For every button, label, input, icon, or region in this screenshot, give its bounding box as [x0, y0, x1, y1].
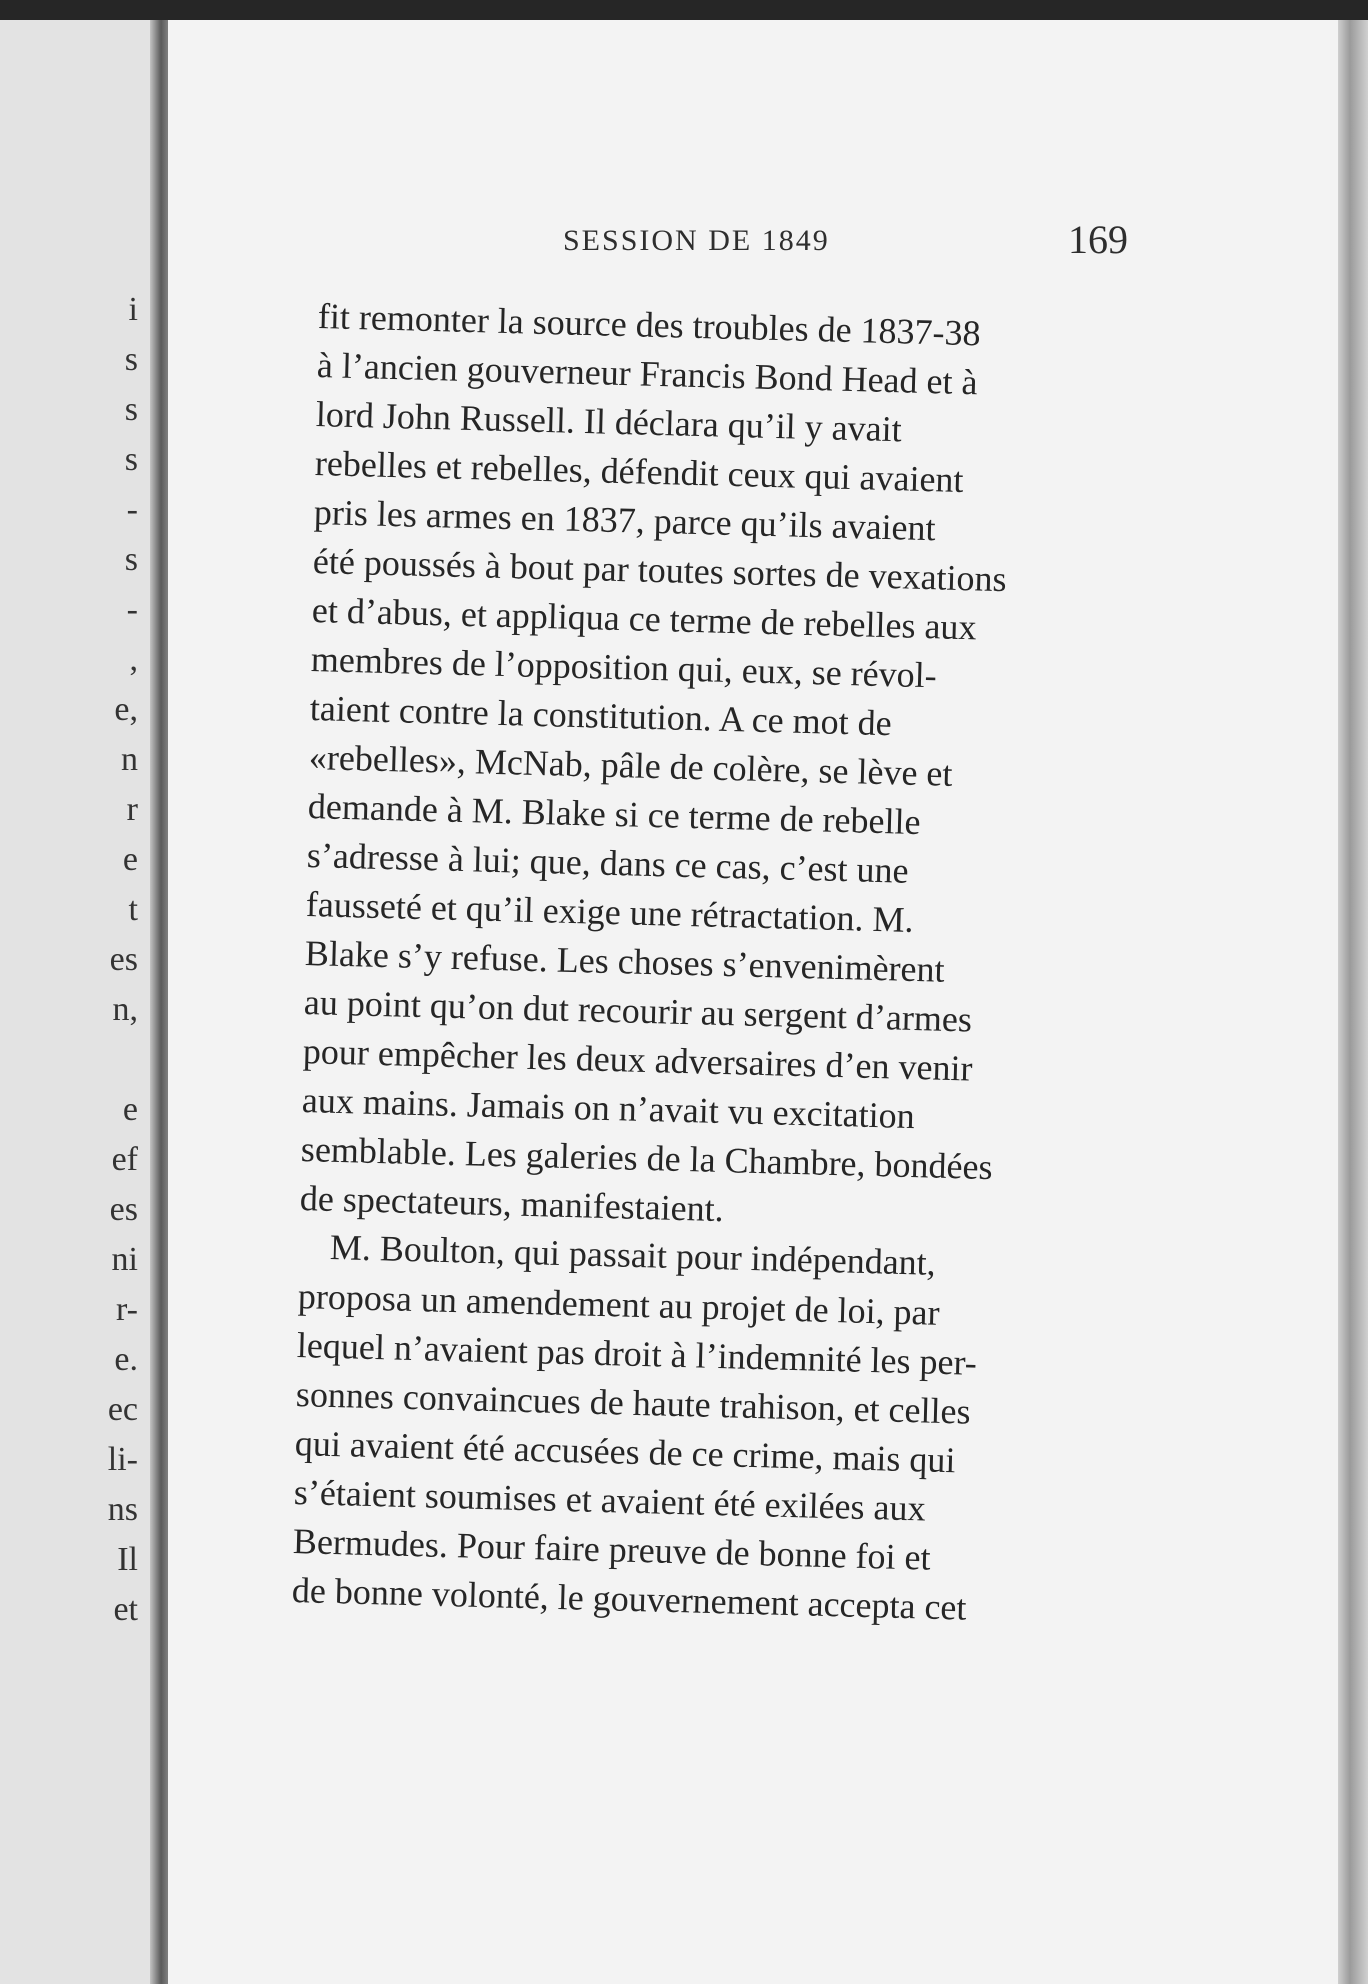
- running-head: SESSION DE 1849: [563, 224, 830, 257]
- text-line: Blake s’y refuse. Les choses s’envenimèrent: [304, 933, 946, 990]
- text-line: semblable. Les galeries de la Chambre, bondées: [300, 1129, 994, 1188]
- text-line: à l’ancien gouverneur Francis Bond Head et à: [316, 345, 979, 403]
- text-line: s’étaient soumises et avaient été exilées aux: [293, 1472, 927, 1529]
- left-fragment: ef: [111, 1141, 138, 1178]
- right-page: [168, 20, 1338, 1984]
- text-line: s’adresse à lui; que, dans ce cas, c’est une: [306, 835, 910, 891]
- left-page: [0, 20, 160, 1984]
- text-line: membres de l’opposition qui, eux, se révol-: [310, 639, 938, 696]
- text-line: de bonne volonté, le gouvernement accepta cet: [291, 1570, 967, 1628]
- text-line: lord John Russell. Il déclara qu’il y avait: [315, 394, 903, 450]
- text-line: taient contre la constitution. A ce mot de: [309, 688, 893, 744]
- text-line: sonnes convaincues de haute trahison, et celles: [295, 1374, 972, 1432]
- left-fragment: Il: [117, 1541, 138, 1578]
- text-line: Bermudes. Pour faire preuve de bonne foi et: [292, 1521, 932, 1578]
- text-line: aux mains. Jamais on n’avait vu excitation: [301, 1080, 916, 1137]
- text-line: fit remonter la source des troubles de 1837-38: [317, 296, 982, 354]
- left-fragment: ec: [107, 1391, 138, 1428]
- left-fragment: ni: [111, 1241, 138, 1278]
- left-fragment: s: [124, 541, 138, 578]
- page-header: [168, 216, 1338, 266]
- text-line: et d’abus, et appliqua ce terme de rebelles aux: [311, 590, 977, 648]
- left-fragment: s: [124, 441, 138, 478]
- text-line: pour empêcher les deux adversaires d’en venir: [302, 1031, 974, 1089]
- left-fragment: t: [128, 891, 138, 928]
- left-fragment: ns: [107, 1491, 138, 1528]
- left-fragment: n: [121, 741, 138, 778]
- left-page-margin-fragments: [98, 20, 138, 1984]
- left-fragment: et: [113, 1591, 138, 1628]
- left-fragment: e: [122, 1091, 138, 1128]
- left-fragment: n,: [112, 991, 138, 1028]
- text-line: de spectateurs, manifestaient.: [299, 1178, 725, 1230]
- left-fragment: es: [109, 941, 138, 978]
- text-line: demande à M. Blake si ce terme de rebelle: [307, 786, 922, 843]
- text-line: qui avaient été accusées de ce crime, mais qui: [294, 1423, 957, 1481]
- left-fragment: s: [124, 341, 138, 378]
- text-line: fausseté et qu’il exige une rétractation. M.: [305, 884, 915, 940]
- left-fragment: s: [124, 391, 138, 428]
- left-fragment: ,: [129, 641, 138, 678]
- left-fragment: r: [126, 791, 138, 828]
- left-fragment: e,: [114, 691, 138, 728]
- text-line: M. Boulton, qui passait pour indépendant,: [329, 1227, 937, 1283]
- page-edge-shadow: [1338, 20, 1368, 1984]
- text-line: proposa un amendement au projet de loi, par: [297, 1276, 941, 1333]
- left-fragment: r-: [116, 1291, 138, 1328]
- left-fragment: li-: [107, 1441, 138, 1478]
- page-number: 169: [1068, 217, 1128, 262]
- text-line: au point qu’on dut recourir au sergent d’armes: [303, 982, 973, 1040]
- left-fragment: -: [126, 491, 138, 528]
- left-fragment: i: [128, 291, 138, 328]
- left-fragment: e: [122, 841, 138, 878]
- text-line: été poussés à bout par toutes sortes de vexations: [312, 541, 1008, 600]
- text-line: pris les armes en 1837, parce qu’ils avaient: [313, 492, 937, 549]
- left-fragment: -: [126, 591, 138, 628]
- text-line: lequel n’avaient pas droit à l’indemnité les per-: [296, 1325, 978, 1383]
- book-gutter-shadow: [150, 20, 170, 1984]
- text-line: «rebelles», McNab, pâle de colère, se lève et: [308, 737, 954, 794]
- left-fragment: e.: [114, 1341, 138, 1378]
- left-fragment: es: [109, 1191, 138, 1228]
- text-line: rebelles et rebelles, défendit ceux qui avaient: [314, 443, 965, 500]
